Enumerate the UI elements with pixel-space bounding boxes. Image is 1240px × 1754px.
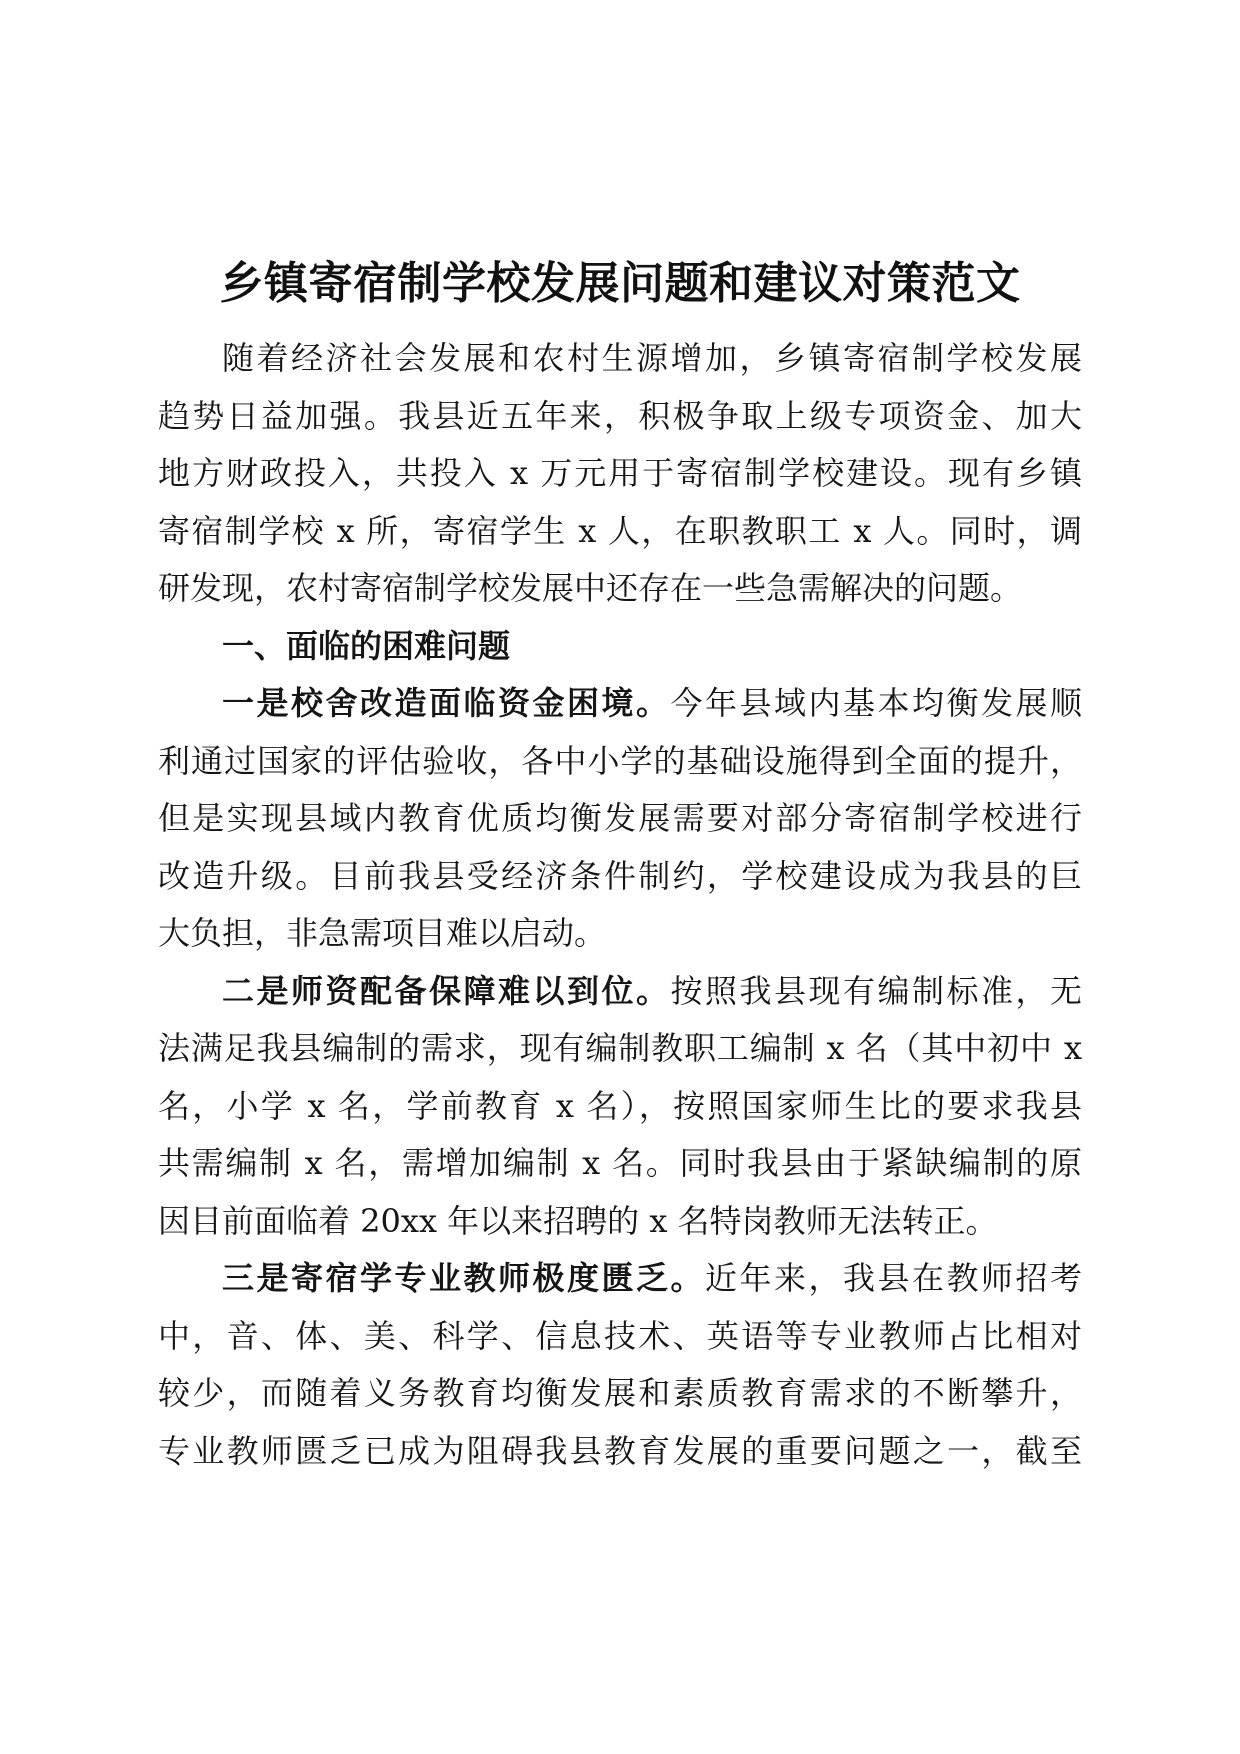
problem-2-line: 因目前面临着 20xx 年以来招聘的 x 名特岗教师无法转正。 (158, 1201, 998, 1240)
problem-2-first-text: 按照我县现有编制标准，无 (670, 971, 1082, 1010)
problem-1-line: 改造升级。目前我县受经济条件制约，学校建设成为我县的巨 (158, 856, 1082, 895)
problem-1-paragraph (158, 675, 1082, 963)
intro-line: 寄宿制学校 x 所，寄宿学生 x 人，在职教职工 x 人。同时，调 (158, 511, 1082, 550)
problem-3-line: 较少，而随着义务教育均衡发展和素质教育需求的不断攀升， (158, 1374, 1082, 1412)
intro-line: 研发现，农村寄宿制学校发展中还存在一些急需解决的问题。 (158, 569, 1023, 607)
intro-paragraph (158, 330, 1082, 618)
problem-1-first-line (158, 675, 1082, 733)
document-title: 乡镇寄宿制学校发展问题和建议对策范文 (219, 258, 1021, 309)
problem-3-line: 中，音、体、美、科学、信息技术、英语等专业教师占比相对 (158, 1316, 1082, 1355)
problem-3-first-line (158, 1250, 1082, 1308)
problem-2-line: 法满足我县编制的需求，现有编制教职工编制 x 名（其中初中 x (158, 1029, 1082, 1067)
problem-1-heading: 一是校舍改造面临资金困境。 (222, 684, 671, 722)
document-body (158, 250, 1082, 1480)
problem-2-first-line (158, 963, 1082, 1021)
problem-2-line: 共需编制 x 名，需增加编制 x 名。同时我县由于紧缺编制的原 (158, 1144, 1082, 1182)
intro-line: 趋势日益加强。我县近五年来，积极争取上级专项资金、加大 (158, 396, 1082, 435)
problem-3-paragraph (158, 1250, 1082, 1480)
problem-1-line: 但是实现县域内教育优质均衡发展需要对部分寄宿制学校进行 (158, 799, 1082, 837)
intro-line: 随着经济社会发展和农村生源增加，乡镇寄宿制学校发展 (222, 339, 1082, 377)
section-heading: 一、面临的困难问题 (222, 626, 511, 665)
problem-3-line: 专业教师匮乏已成为阻碍我县教育发展的重要问题之一，截至 (158, 1431, 1082, 1470)
problem-1-line: 大负担，非急需项目难以启动。 (158, 914, 607, 952)
problem-2-paragraph (158, 963, 1082, 1251)
problem-1-line: 利通过国家的评估验收，各中小学的基础设施得到全面的提升， (158, 741, 1082, 780)
problem-3-first-text: 近年来，我县在教师招考 (704, 1259, 1082, 1297)
problem-1-first-text: 今年县域内基本均衡发展顺 (670, 684, 1082, 722)
problem-2-line: 名，小学 x 名，学前教育 x 名），按照国家师生比的要求我县 (158, 1086, 1082, 1125)
problem-3-heading: 三是寄宿学专业教师极度匮乏。 (222, 1259, 705, 1297)
problem-2-heading: 二是师资配备保障难以到位。 (222, 971, 671, 1010)
intro-line: 地方财政投入，共投入 x 万元用于寄宿制学校建设。现有乡镇 (158, 454, 1082, 492)
